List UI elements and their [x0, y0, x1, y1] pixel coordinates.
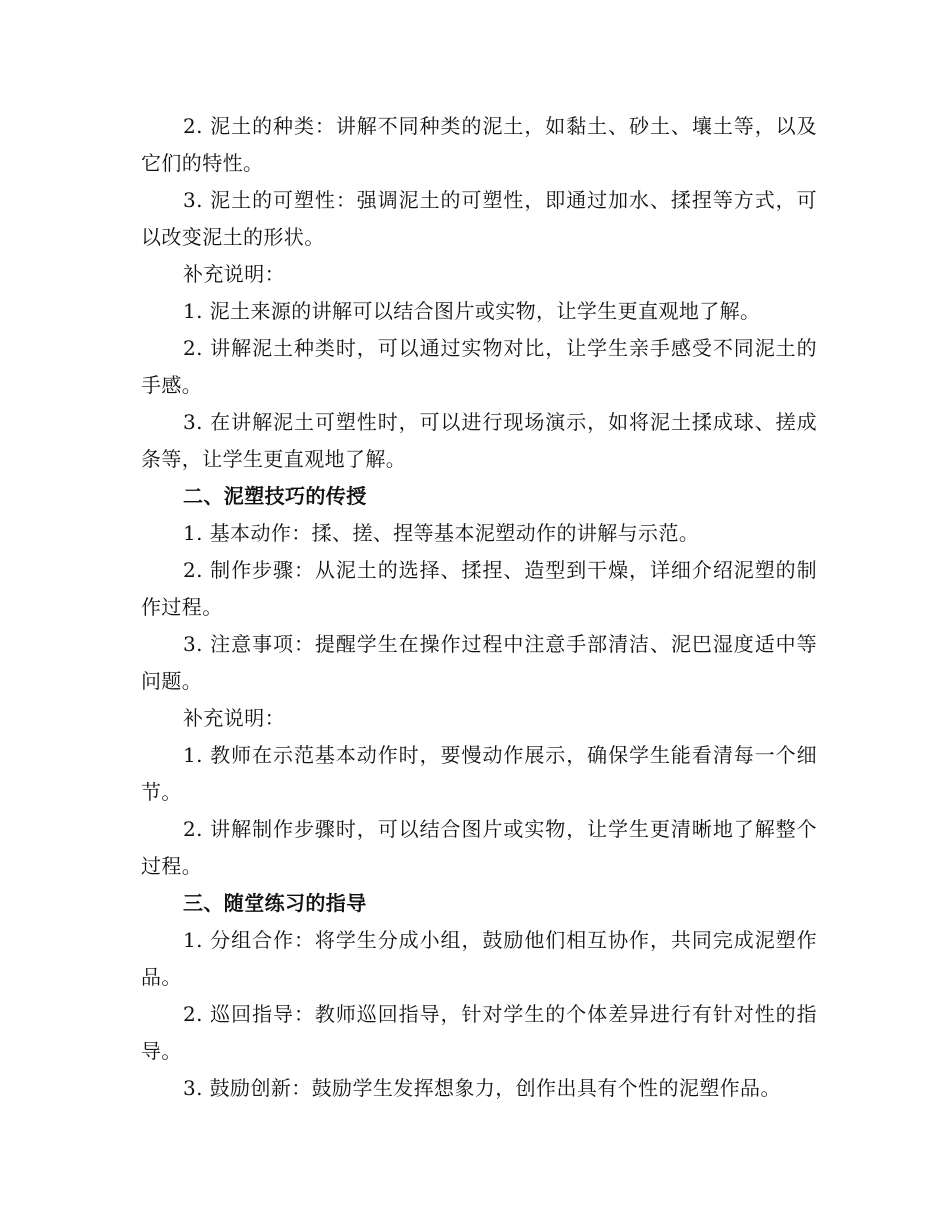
paragraph-basic-actions: 1. 基本动作：揉、搓、捏等基本泥塑动作的讲解与示范。 — [183, 521, 700, 545]
paragraph-guidance: 2. 巡回指导：教师巡回指导，针对学生的个体差异进行有针对性的指导。 — [141, 1002, 817, 1063]
paragraph-clay-types: 2. 泥土的种类：讲解不同种类的泥土，如黏土、砂土、壤土等，以及它们的特性。 — [141, 114, 817, 175]
document-body — [141, 108, 817, 1107]
paragraph-steps: 2. 制作步骤：从泥土的选择、揉捏、造型到干燥，详细介绍泥塑的制作过程。 — [141, 558, 817, 619]
section-heading-practice: 三、随堂练习的指导 — [183, 891, 367, 915]
paragraph-innovation: 3. 鼓励创新：鼓励学生发挥想象力，创作出具有个性的泥塑作品。 — [183, 1076, 781, 1100]
section-heading-techniques: 二、泥塑技巧的传授 — [183, 484, 367, 508]
paragraph-supplement-demo: 1. 教师在示范基本动作时，要慢动作展示，确保学生能看清每一个细节。 — [141, 743, 817, 804]
paragraph-precautions: 3. 注意事项：提醒学生在操作过程中注意手部清洁、泥巴湿度适中等问题。 — [141, 632, 817, 693]
paragraph-clay-plasticity: 3. 泥土的可塑性：强调泥土的可塑性，即通过加水、揉捏等方式，可以改变泥土的形状。 — [141, 188, 817, 249]
paragraph-supplement-steps: 2. 讲解制作步骤时，可以结合图片或实物，让学生更清晰地了解整个过程。 — [141, 817, 817, 878]
supplement-label-2: 补充说明： — [183, 706, 285, 730]
paragraph-group-work: 1. 分组合作：将学生分成小组，鼓励他们相互协作，共同完成泥塑作品。 — [141, 928, 817, 989]
paragraph-supplement-source: 1. 泥土来源的讲解可以结合图片或实物，让学生更直观地了解。 — [183, 299, 761, 323]
paragraph-supplement-types: 2. 讲解泥土种类时，可以通过实物对比，让学生亲手感受不同泥土的手感。 — [141, 336, 817, 397]
paragraph-supplement-plasticity: 3. 在讲解泥土可塑性时，可以进行现场演示，如将泥土揉成球、搓成条等，让学生更直观地了解。 — [141, 410, 817, 471]
supplement-label-1: 补充说明： — [183, 262, 285, 286]
